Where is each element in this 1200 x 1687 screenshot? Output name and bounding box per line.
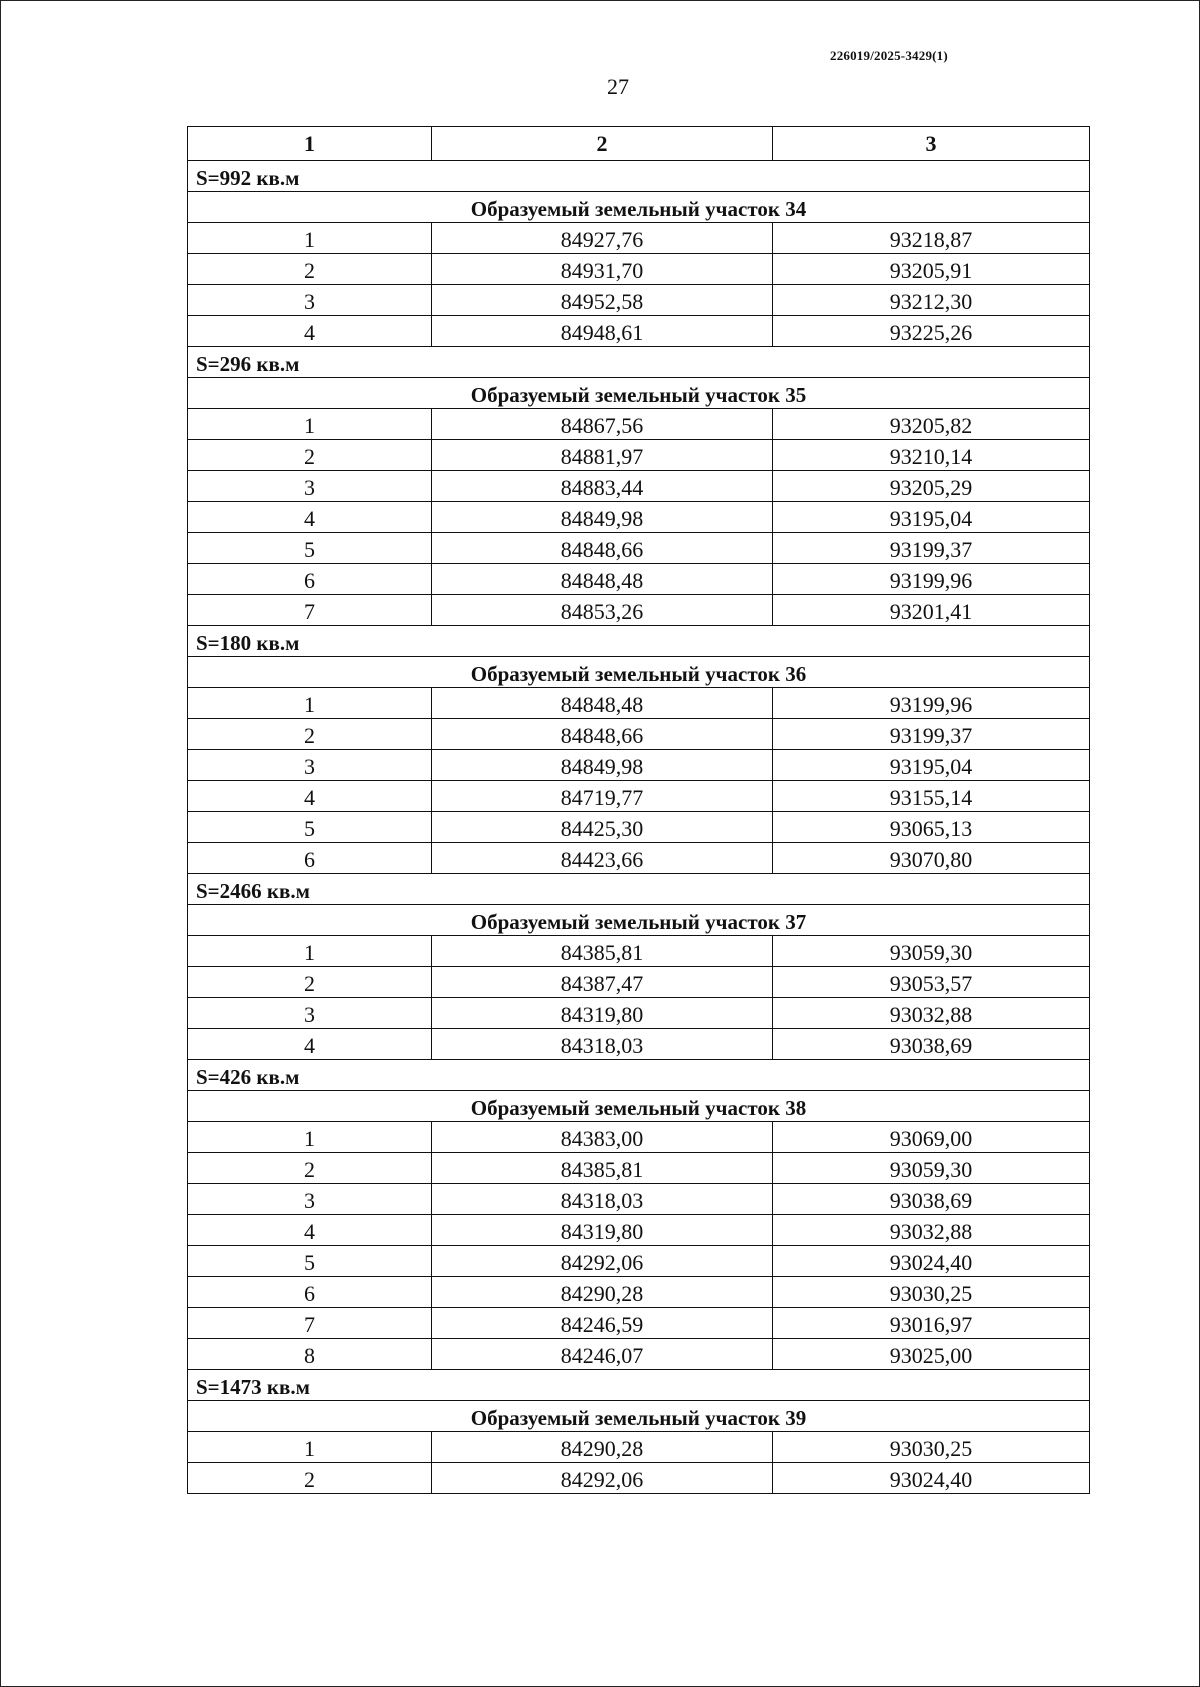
x-coordinate-cell: 84867,56 — [432, 409, 773, 440]
area-row — [188, 874, 1090, 905]
table-row — [188, 409, 1090, 440]
y-coordinate-cell: 93030,25 — [773, 1432, 1090, 1463]
table-row — [188, 1432, 1090, 1463]
area-row — [188, 626, 1090, 657]
x-coordinate-cell: 84292,06 — [432, 1463, 773, 1494]
table-row — [188, 1122, 1090, 1153]
x-coordinate-cell: 84385,81 — [432, 1153, 773, 1184]
table-row — [188, 1029, 1090, 1060]
point-number-cell: 1 — [188, 1432, 432, 1463]
parcel-title: Образуемый земельный участок 35 — [188, 378, 1090, 409]
y-coordinate-cell: 93065,13 — [773, 812, 1090, 843]
y-coordinate-cell: 93024,40 — [773, 1246, 1090, 1277]
x-coordinate-cell: 84246,07 — [432, 1339, 773, 1370]
x-coordinate-cell: 84318,03 — [432, 1184, 773, 1215]
table-row — [188, 285, 1090, 316]
y-coordinate-cell: 93016,97 — [773, 1308, 1090, 1339]
parcel-title-row — [188, 192, 1090, 223]
y-coordinate-cell: 93195,04 — [773, 502, 1090, 533]
parcel-title-row — [188, 1091, 1090, 1122]
y-coordinate-cell: 93038,69 — [773, 1184, 1090, 1215]
table-row — [188, 1246, 1090, 1277]
table-row — [188, 316, 1090, 347]
area-row — [188, 1370, 1090, 1401]
x-coordinate-cell: 84290,28 — [432, 1277, 773, 1308]
point-number-cell: 3 — [188, 998, 432, 1029]
point-number-cell: 2 — [188, 254, 432, 285]
point-number-cell: 3 — [188, 471, 432, 502]
table-row — [188, 812, 1090, 843]
x-coordinate-cell: 84881,97 — [432, 440, 773, 471]
table-row — [188, 564, 1090, 595]
y-coordinate-cell: 93199,96 — [773, 564, 1090, 595]
y-coordinate-cell: 93205,91 — [773, 254, 1090, 285]
table-row — [188, 998, 1090, 1029]
point-number-cell: 5 — [188, 533, 432, 564]
x-coordinate-cell: 84848,48 — [432, 688, 773, 719]
parcel-title-row — [188, 905, 1090, 936]
parcel-title: Образуемый земельный участок 34 — [188, 192, 1090, 223]
x-coordinate-cell: 84849,98 — [432, 750, 773, 781]
y-coordinate-cell: 93225,26 — [773, 316, 1090, 347]
y-coordinate-cell: 93218,87 — [773, 223, 1090, 254]
x-coordinate-cell: 84385,81 — [432, 936, 773, 967]
table-row — [188, 1184, 1090, 1215]
point-number-cell: 6 — [188, 564, 432, 595]
table-row — [188, 595, 1090, 626]
y-coordinate-cell: 93199,37 — [773, 719, 1090, 750]
table-row — [188, 967, 1090, 998]
y-coordinate-cell: 93032,88 — [773, 1215, 1090, 1246]
y-coordinate-cell: 93199,96 — [773, 688, 1090, 719]
point-number-cell: 7 — [188, 595, 432, 626]
y-coordinate-cell: 93155,14 — [773, 781, 1090, 812]
y-coordinate-cell: 93210,14 — [773, 440, 1090, 471]
table-row — [188, 1153, 1090, 1184]
x-coordinate-cell: 84719,77 — [432, 781, 773, 812]
point-number-cell: 5 — [188, 812, 432, 843]
x-coordinate-cell: 84318,03 — [432, 1029, 773, 1060]
table-row — [188, 254, 1090, 285]
area-row — [188, 1060, 1090, 1091]
column-header: 1 — [188, 127, 432, 161]
y-coordinate-cell: 93070,80 — [773, 843, 1090, 874]
x-coordinate-cell: 84292,06 — [432, 1246, 773, 1277]
y-coordinate-cell: 93069,00 — [773, 1122, 1090, 1153]
y-coordinate-cell: 93038,69 — [773, 1029, 1090, 1060]
table-row — [188, 750, 1090, 781]
coordinates-table — [187, 126, 1090, 1494]
point-number-cell: 4 — [188, 316, 432, 347]
table-row — [188, 1463, 1090, 1494]
table-row — [188, 843, 1090, 874]
y-coordinate-cell: 93053,57 — [773, 967, 1090, 998]
x-coordinate-cell: 84290,28 — [432, 1432, 773, 1463]
x-coordinate-cell: 84853,26 — [432, 595, 773, 626]
point-number-cell: 2 — [188, 1463, 432, 1494]
x-coordinate-cell: 84425,30 — [432, 812, 773, 843]
point-number-cell: 6 — [188, 1277, 432, 1308]
x-coordinate-cell: 84952,58 — [432, 285, 773, 316]
table-row — [188, 781, 1090, 812]
point-number-cell: 6 — [188, 843, 432, 874]
table-header-row — [188, 127, 1090, 161]
x-coordinate-cell: 84883,44 — [432, 471, 773, 502]
point-number-cell: 1 — [188, 409, 432, 440]
x-coordinate-cell: 84931,70 — [432, 254, 773, 285]
page-number: 27 — [607, 74, 629, 99]
x-coordinate-cell: 84948,61 — [432, 316, 773, 347]
table-row — [188, 440, 1090, 471]
point-number-cell: 2 — [188, 719, 432, 750]
y-coordinate-cell: 93195,04 — [773, 750, 1090, 781]
parcel-title: Образуемый земельный участок 36 — [188, 657, 1090, 688]
parcel-title: Образуемый земельный участок 39 — [188, 1401, 1090, 1432]
x-coordinate-cell: 84848,48 — [432, 564, 773, 595]
area-label: S=296 кв.м — [188, 347, 1090, 378]
table-row — [188, 1277, 1090, 1308]
x-coordinate-cell: 84848,66 — [432, 719, 773, 750]
y-coordinate-cell: 93205,29 — [773, 471, 1090, 502]
y-coordinate-cell: 93201,41 — [773, 595, 1090, 626]
x-coordinate-cell: 84383,00 — [432, 1122, 773, 1153]
point-number-cell: 4 — [188, 1029, 432, 1060]
x-coordinate-cell: 84848,66 — [432, 533, 773, 564]
table-row — [188, 936, 1090, 967]
point-number-cell: 4 — [188, 1215, 432, 1246]
y-coordinate-cell: 93032,88 — [773, 998, 1090, 1029]
table-row — [188, 1308, 1090, 1339]
x-coordinate-cell: 84927,76 — [432, 223, 773, 254]
area-label: S=426 кв.м — [188, 1060, 1090, 1091]
parcel-title-row — [188, 1401, 1090, 1432]
point-number-cell: 4 — [188, 502, 432, 533]
x-coordinate-cell: 84423,66 — [432, 843, 773, 874]
point-number-cell: 7 — [188, 1308, 432, 1339]
point-number-cell: 1 — [188, 1122, 432, 1153]
parcel-title-row — [188, 657, 1090, 688]
table-row — [188, 1215, 1090, 1246]
x-coordinate-cell: 84246,59 — [432, 1308, 773, 1339]
table-row — [188, 688, 1090, 719]
point-number-cell: 2 — [188, 440, 432, 471]
x-coordinate-cell: 84319,80 — [432, 998, 773, 1029]
table-row — [188, 1339, 1090, 1370]
parcel-title-row — [188, 378, 1090, 409]
point-number-cell: 1 — [188, 688, 432, 719]
point-number-cell: 2 — [188, 1153, 432, 1184]
column-header: 3 — [773, 127, 1090, 161]
area-label: S=1473 кв.м — [188, 1370, 1090, 1401]
table-row — [188, 719, 1090, 750]
x-coordinate-cell: 84849,98 — [432, 502, 773, 533]
point-number-cell: 5 — [188, 1246, 432, 1277]
point-number-cell: 1 — [188, 936, 432, 967]
document-number: 226019/2025-3429(1) — [830, 48, 948, 63]
x-coordinate-cell: 84387,47 — [432, 967, 773, 998]
y-coordinate-cell: 93199,37 — [773, 533, 1090, 564]
table-row — [188, 533, 1090, 564]
y-coordinate-cell: 93030,25 — [773, 1277, 1090, 1308]
y-coordinate-cell: 93059,30 — [773, 936, 1090, 967]
area-label: S=992 кв.м — [188, 161, 1090, 192]
area-label: S=180 кв.м — [188, 626, 1090, 657]
area-row — [188, 161, 1090, 192]
x-coordinate-cell: 84319,80 — [432, 1215, 773, 1246]
y-coordinate-cell: 93025,00 — [773, 1339, 1090, 1370]
point-number-cell: 8 — [188, 1339, 432, 1370]
parcel-title: Образуемый земельный участок 37 — [188, 905, 1090, 936]
table-row — [188, 223, 1090, 254]
coordinates-table-body — [188, 127, 1090, 1494]
table-row — [188, 471, 1090, 502]
point-number-cell: 3 — [188, 750, 432, 781]
point-number-cell: 1 — [188, 223, 432, 254]
column-header: 2 — [432, 127, 773, 161]
area-row — [188, 347, 1090, 378]
y-coordinate-cell: 93212,30 — [773, 285, 1090, 316]
y-coordinate-cell: 93024,40 — [773, 1463, 1090, 1494]
y-coordinate-cell: 93059,30 — [773, 1153, 1090, 1184]
area-label: S=2466 кв.м — [188, 874, 1090, 905]
point-number-cell: 3 — [188, 1184, 432, 1215]
point-number-cell: 2 — [188, 967, 432, 998]
table-row — [188, 502, 1090, 533]
point-number-cell: 3 — [188, 285, 432, 316]
point-number-cell: 4 — [188, 781, 432, 812]
parcel-title: Образуемый земельный участок 38 — [188, 1091, 1090, 1122]
y-coordinate-cell: 93205,82 — [773, 409, 1090, 440]
